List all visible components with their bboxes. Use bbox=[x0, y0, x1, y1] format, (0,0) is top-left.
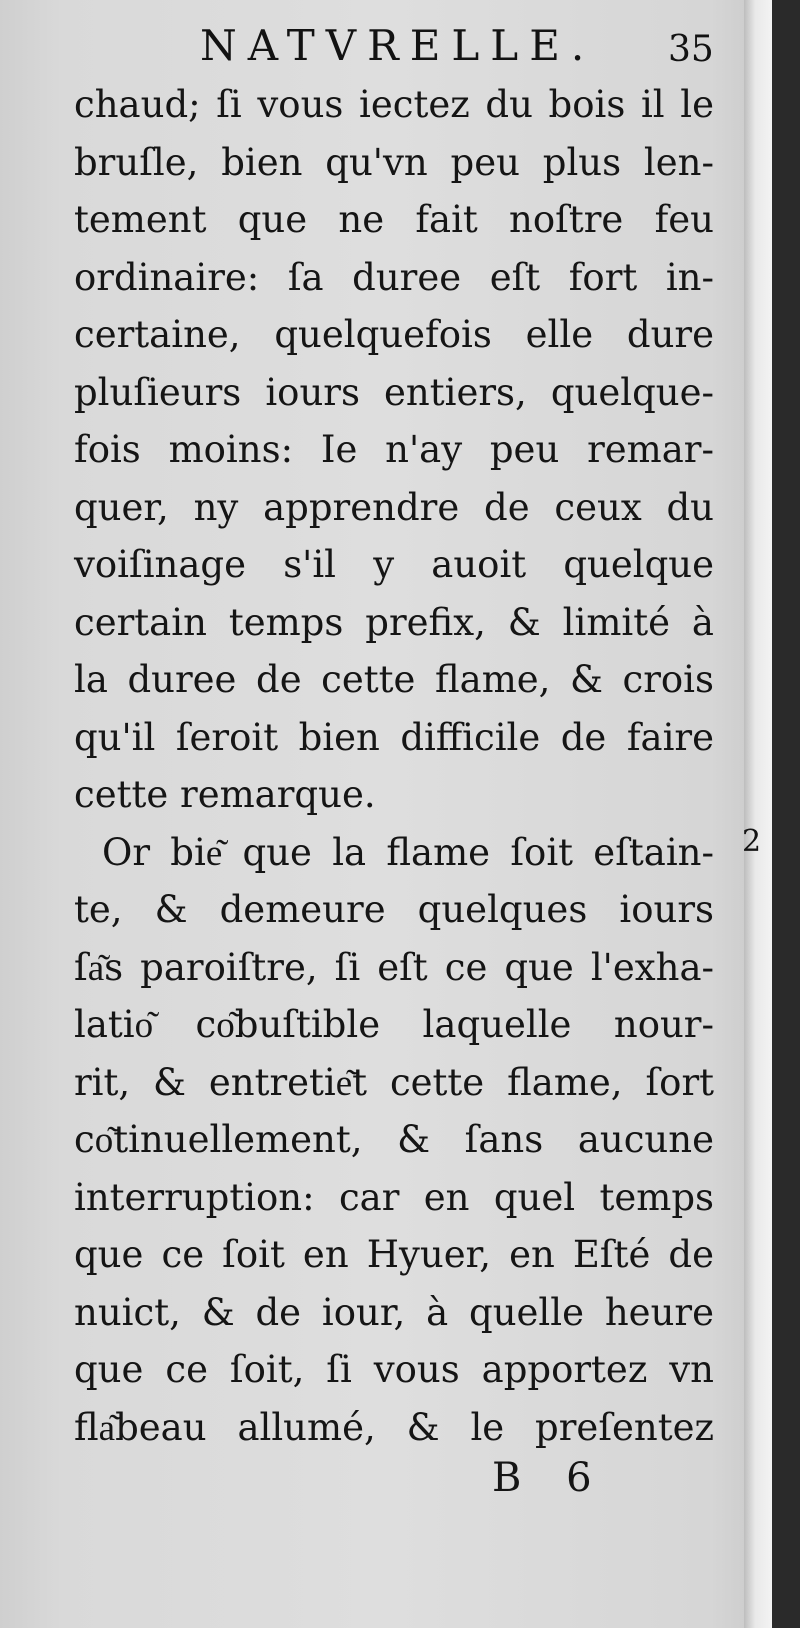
text-line: pluſieurs iours entiers, quelque- bbox=[74, 370, 714, 414]
text-line: qu'il ſeroit bien difficile de faire bbox=[74, 715, 714, 759]
text-line: certain temps prefix, & limité à bbox=[74, 600, 714, 644]
signature-mark: B 6 bbox=[492, 1455, 592, 1501]
text-line: latio͂ co͂buſtible laquelle nour- bbox=[74, 1003, 714, 1046]
text-line: fla͂beau allumé, & le preſentez bbox=[74, 1405, 714, 1449]
text-line: ſa͂s paroiſtre, ſi eſt ce que l'exha- bbox=[74, 945, 714, 989]
text-line: tement que ne fait noſtre feu bbox=[74, 198, 714, 241]
text-line: chaud; ſi vous iectez du bois il le bbox=[74, 83, 714, 126]
text-line: voiſinage s'il y auoit quelque bbox=[74, 543, 714, 586]
text-line: certaine, quelquefois elle dure bbox=[74, 313, 714, 356]
paragraph-start-line: Or bie͂ que la flame ſoit eſtain- bbox=[102, 830, 714, 874]
text-line: te, & demeure quelques iours bbox=[74, 888, 714, 931]
body-text bbox=[74, 76, 714, 1456]
page-number: 35 bbox=[668, 29, 714, 70]
page-header bbox=[0, 16, 772, 76]
text-line: co͂tinuellement, & ſans aucune bbox=[74, 1118, 714, 1161]
text-line: ordinaire: ſa duree eſt fort in- bbox=[74, 255, 714, 299]
text-line: que ce ſoit en Hyuer, en Eſté de bbox=[74, 1233, 714, 1276]
text-line: bruſle, bien qu'vn peu plus len- bbox=[74, 140, 714, 184]
marginal-note: 2 bbox=[742, 824, 762, 859]
text-line: rit, & entretie͂t cette flame, ſort bbox=[74, 1060, 714, 1104]
text-line: que ce ſoit, ſi vous apportez vn bbox=[74, 1348, 714, 1391]
running-head: NATVRELLE. bbox=[200, 21, 596, 70]
text-line: quer, ny apprendre de ceux du bbox=[74, 485, 714, 529]
text-line: cette remarque. bbox=[74, 773, 376, 816]
text-line: la duree de cette flame, & crois bbox=[74, 658, 714, 701]
text-line: interruption: car en quel temps bbox=[74, 1175, 714, 1219]
text-line: fois moins: Ie n'ay peu remar- bbox=[74, 428, 714, 471]
text-line: nuict, & de iour, à quelle heure bbox=[74, 1290, 714, 1334]
